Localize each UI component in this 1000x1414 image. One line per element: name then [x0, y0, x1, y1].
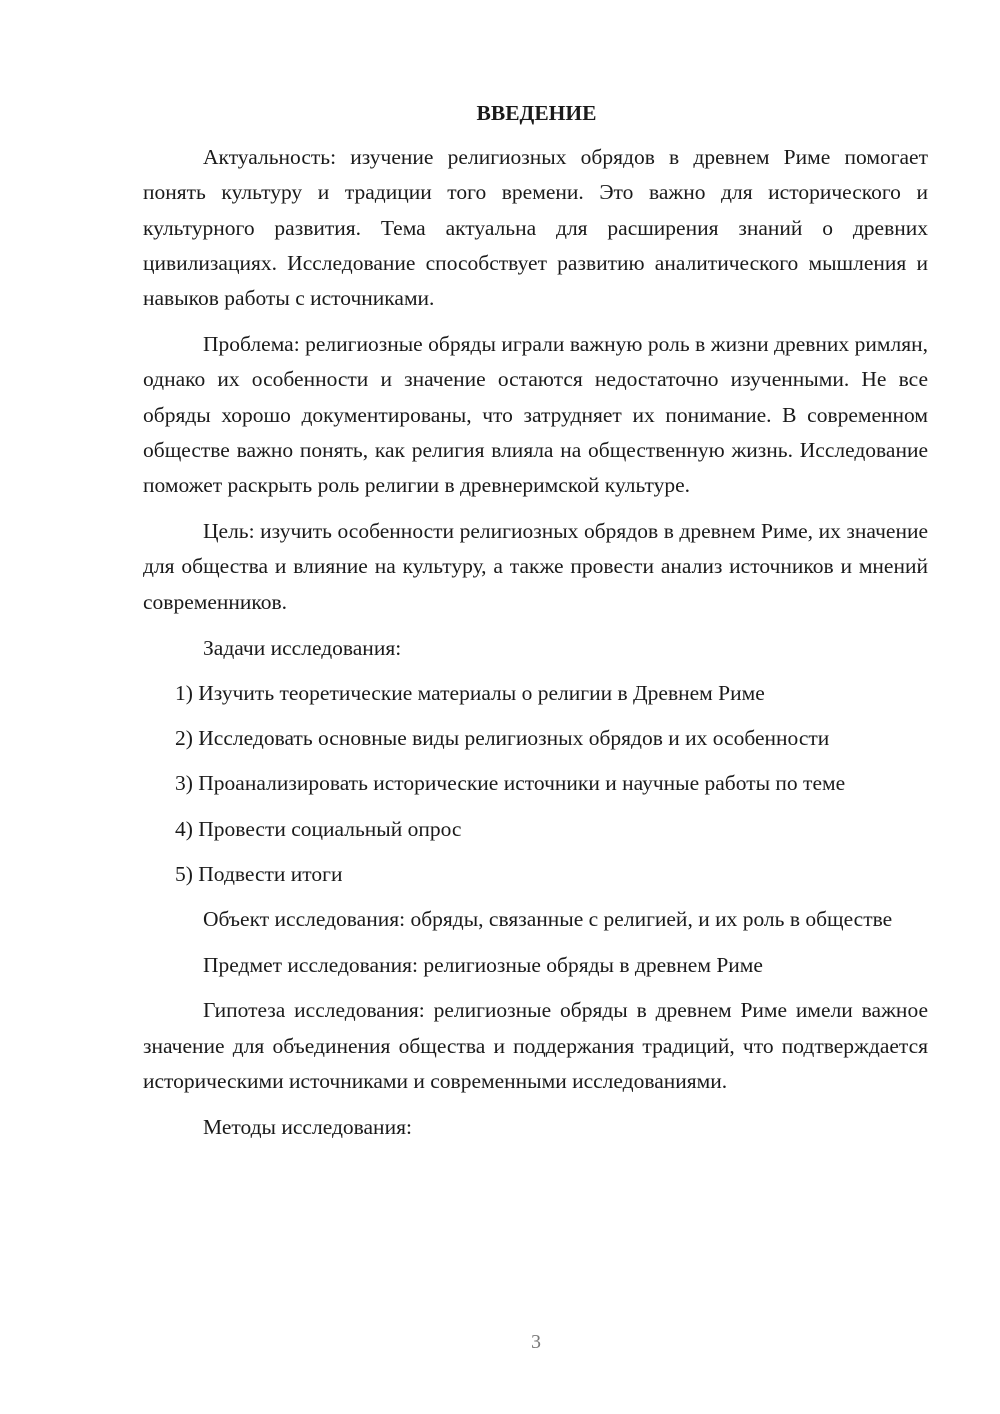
task-item-2: 2) Исследовать основные виды религиозных обрядов и их особенности: [175, 726, 830, 751]
goal-paragraph: Цель: изучить особенности религиозных обрядов в древнем Риме, их значение для общества и влияние на культуру, а также провести анализ источников и мнений современников.: [143, 519, 928, 614]
tasks-heading: Задачи исследования:: [203, 635, 402, 660]
task-item-5: 5) Подвести итоги: [175, 861, 343, 886]
task-item-1: 1) Изучить теоретические материалы о религии в Древнем Риме: [175, 681, 765, 706]
methods-heading: Методы исследования:: [203, 1115, 412, 1140]
hypothesis-paragraph: Гипотеза исследования: религиозные обряды в древнем Риме имели важное значение для объединения общества и поддержания традиций, что подтверждается историческими источниками и современными исследованиями.: [143, 998, 928, 1093]
task-item-4: 4) Провести социальный опрос: [175, 816, 462, 841]
section-title: ВВЕДЕНИЕ: [476, 101, 597, 125]
page-number: 3: [531, 1331, 541, 1353]
object-paragraph: Объект исследования: обряды, связанные с религией, и их роль в обществе: [203, 907, 893, 932]
page-content: [143, 96, 928, 1155]
subject-paragraph: Предмет исследования: религиозные обряды в древнем Риме: [203, 953, 763, 978]
relevance-paragraph: Актуальность: изучение религиозных обрядов в древнем Риме помогает понять культуру и традиции того времени. Это важно для исторического и культурного развития. Тема актуальна для расширения знаний о древних цивилизациях. Исследование способствует развитию аналитического мышления и навыков работы с источниками.: [143, 145, 928, 311]
task-item-3: 3) Проанализировать исторические источники и научные работы по теме: [175, 771, 846, 796]
problem-paragraph: Проблема: религиозные обряды играли важную роль в жизни древних римлян, однако их особенности и значение остаются недостаточно изученными. Не все обряды хорошо документированы, что затрудняет их понимание. В современном обществе важно понять, как религия влияла на общественную жизнь. Исследование поможет раскрыть роль религии в древнеримской культуре.: [143, 332, 928, 498]
